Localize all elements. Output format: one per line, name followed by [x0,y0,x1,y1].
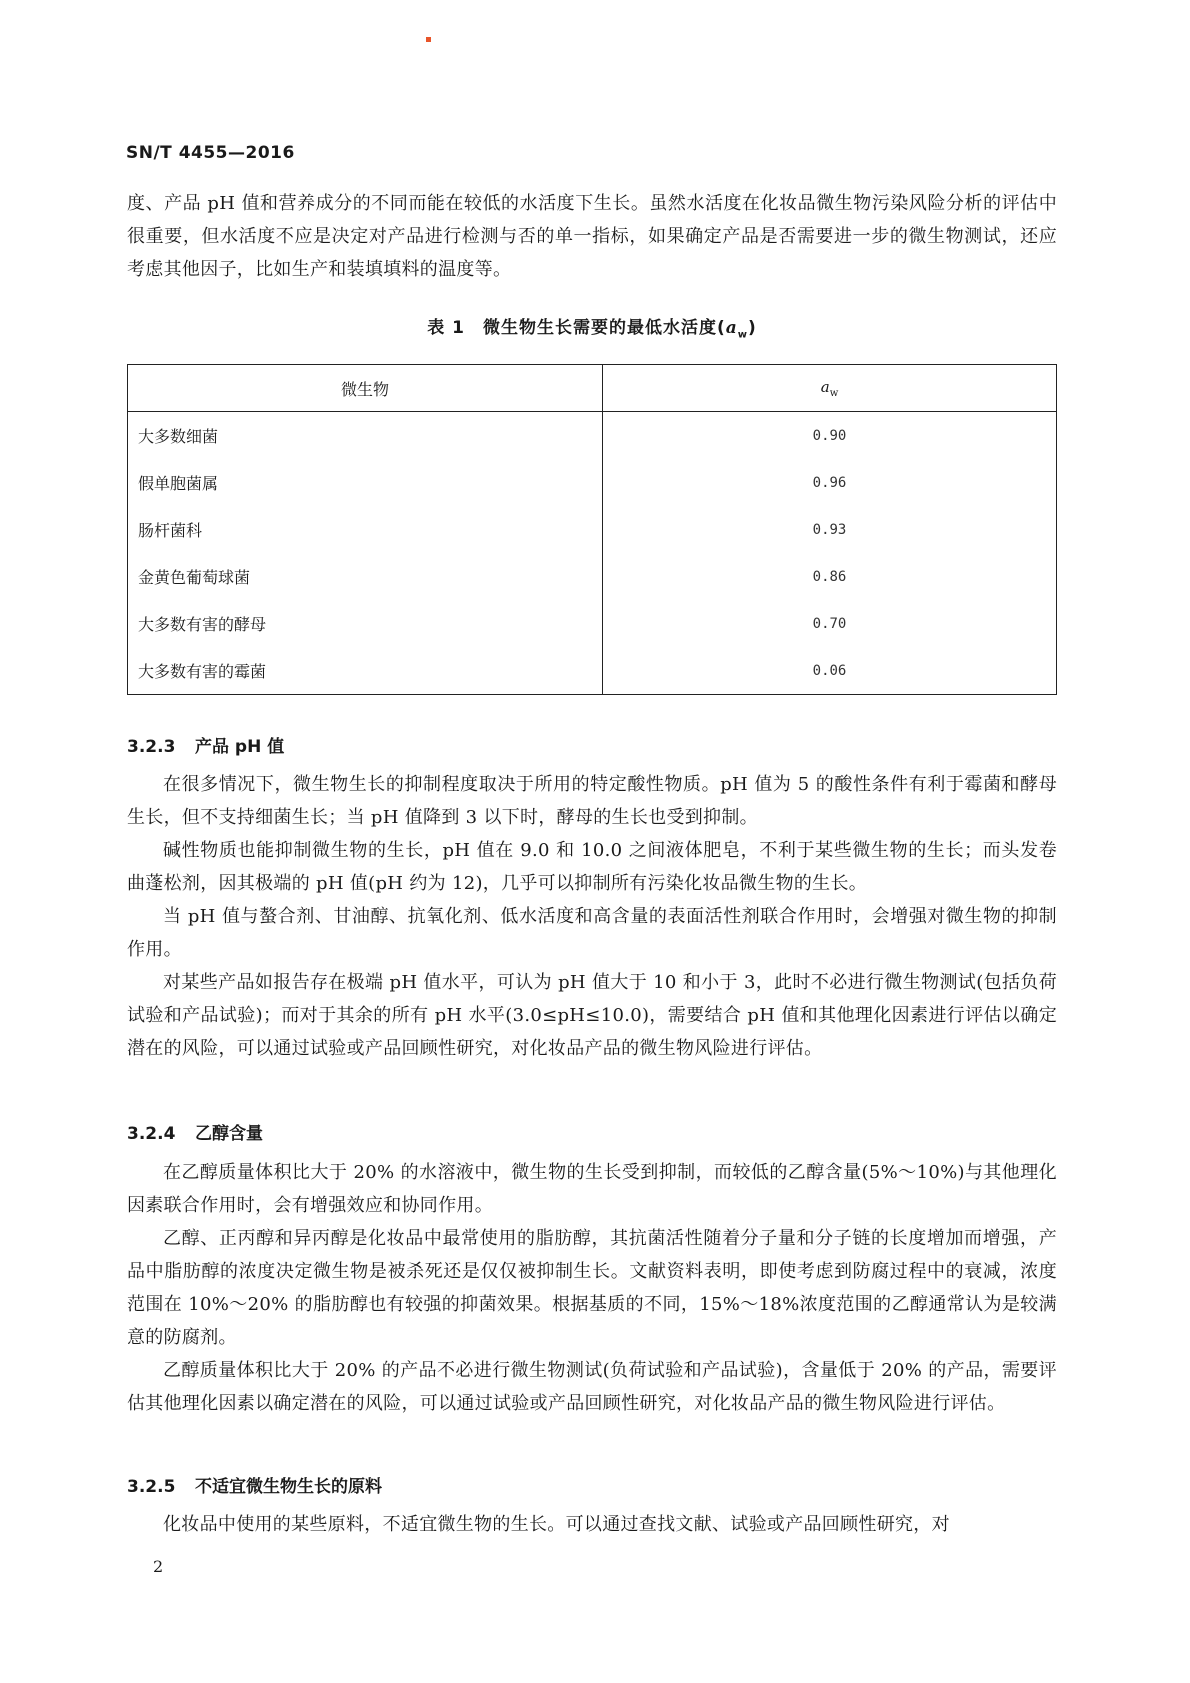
table-title [127,313,1057,340]
table-title-symbol: a [725,318,738,338]
paragraph-ethanol-1: 在乙醇质量体积比大于 20% 的水溶液中，微生物的生长受到抑制，而较低的乙醇含量(5%～10%)与其他理化因素联合作用时，会有增强效应和协同作用。 [127,1162,1057,1216]
table-row [128,600,1057,647]
section-number: 3.2.5 [127,1477,176,1497]
section-title: 产品 pH 值 [195,737,285,757]
table-cell-value: 0.70 [603,600,1057,647]
standard-number: SN/T 4455—2016 [126,143,295,163]
section-heading-3-2-4 [127,1119,263,1144]
table-title-close: ) [748,318,757,338]
table-cell-value: 0.06 [603,647,1057,695]
column-header-aw [603,365,1057,412]
paragraph-ph-3: 当 pH 值与螯合剂、甘油醇、抗氧化剂、低水活度和高含量的表面活性剂联合作用时，会增强对微生物的抑制作用。 [127,906,1057,960]
section-heading-3-2-5 [127,1472,382,1497]
paragraph-ph-2: 碱性物质也能抑制微生物的生长，pH 值在 9.0 和 10.0 之间液体肥皂，不利于某些微生物的生长；而头发卷曲蓬松剂，因其极端的 pH 值(pH 约为 12)，几乎可以抑制所有污染化妆品微生物的生长。 [127,840,1057,894]
page-number: 2 [153,1557,164,1576]
table-row [128,412,1057,460]
column-header-microorganism: 微生物 [128,365,603,412]
section-number: 3.2.3 [127,737,176,757]
table-row [128,506,1057,553]
table-cell-name: 肠杆菌科 [128,506,603,553]
aw-symbol: a [820,377,830,396]
table-cell-name: 金黄色葡萄球菌 [128,553,603,600]
table-row [128,459,1057,506]
table-cell-value: 0.86 [603,553,1057,600]
paragraph-ph-4: 对某些产品如报告存在极端 pH 值水平，可认为 pH 值大于 10 和小于 3，此时不必进行微生物测试(包括负荷试验和产品试验)；而对于其余的所有 pH 水平(3.0≤pH≤10.0)，需要结合 pH 值和其他理化因素进行评估以确定潜在的风险，可以通过试验或产品回顾性研究，对化妆品产品的微生物风险进行评估。 [127,972,1057,1059]
table-header-row [128,365,1057,412]
table-row [128,553,1057,600]
aw-subscript: w [829,388,839,400]
table-row [128,647,1057,695]
paragraph-ethanol-3: 乙醇质量体积比大于 20% 的产品不必进行微生物测试(负荷试验和产品试验)，含量低于 20% 的产品，需要评估其他理化因素以确定潜在的风险，可以通过试验或产品回顾性研究，对化妆品产品的微生物风险进行评估。 [127,1360,1057,1414]
intro-paragraph: 度、产品 pH 值和营养成分的不同而能在较低的水活度下生长。虽然水活度在化妆品微生物污染风险分析的评估中很重要，但水活度不应是决定对产品进行检测与否的单一指标，如果确定产品是否需要进一步的微生物测试，还应考虑其他因子，比如生产和装填填料的温度等。 [127,193,1057,280]
orange-marker-dot [426,37,431,42]
paragraph-ethanol-2: 乙醇、正丙醇和异丙醇是化妆品中最常使用的脂肪醇，其抗菌活性随着分子量和分子链的长度增加而增强，产品中脂肪醇的浓度决定微生物是被杀死还是仅仅被抑制生长。文献资料表明，即使考虑到防腐过程中的衰减，浓度范围在 10%～20% 的脂肪醇也有较强的抑菌效果。根据基质的不同，15%～18%浓度范围的乙醇通常认为是较满意的防腐剂。 [127,1228,1057,1348]
table-title-text: 表 1 微生物生长需要的最低水活度( [427,318,726,338]
table-cell-value: 0.93 [603,506,1057,553]
section-title: 乙醇含量 [195,1124,263,1144]
table-cell-name: 假单胞菌属 [128,459,603,506]
table-cell-name: 大多数有害的酵母 [128,600,603,647]
table-cell-name: 大多数细菌 [128,412,603,460]
table-cell-value: 0.96 [603,459,1057,506]
section-heading-3-2-3 [127,732,284,757]
paragraph-materials-1: 化妆品中使用的某些原料，不适宜微生物的生长。可以通过查找文献、试验或产品回顾性研究，对 [163,1514,950,1535]
paragraph-ph-1: 在很多情况下，微生物生长的抑制程度取决于所用的特定酸性物质。pH 值为 5 的酸性条件有利于霉菌和酵母生长，但不支持细菌生长；当 pH 值降到 3 以下时，酵母的生长也受到抑制。 [127,774,1057,828]
section-title: 不适宜微生物生长的原料 [195,1477,382,1497]
table-title-subscript: w [737,329,748,341]
table-cell-name: 大多数有害的霉菌 [128,647,603,695]
table-cell-value: 0.90 [603,412,1057,460]
water-activity-table [127,364,1057,695]
section-number: 3.2.4 [127,1124,176,1144]
